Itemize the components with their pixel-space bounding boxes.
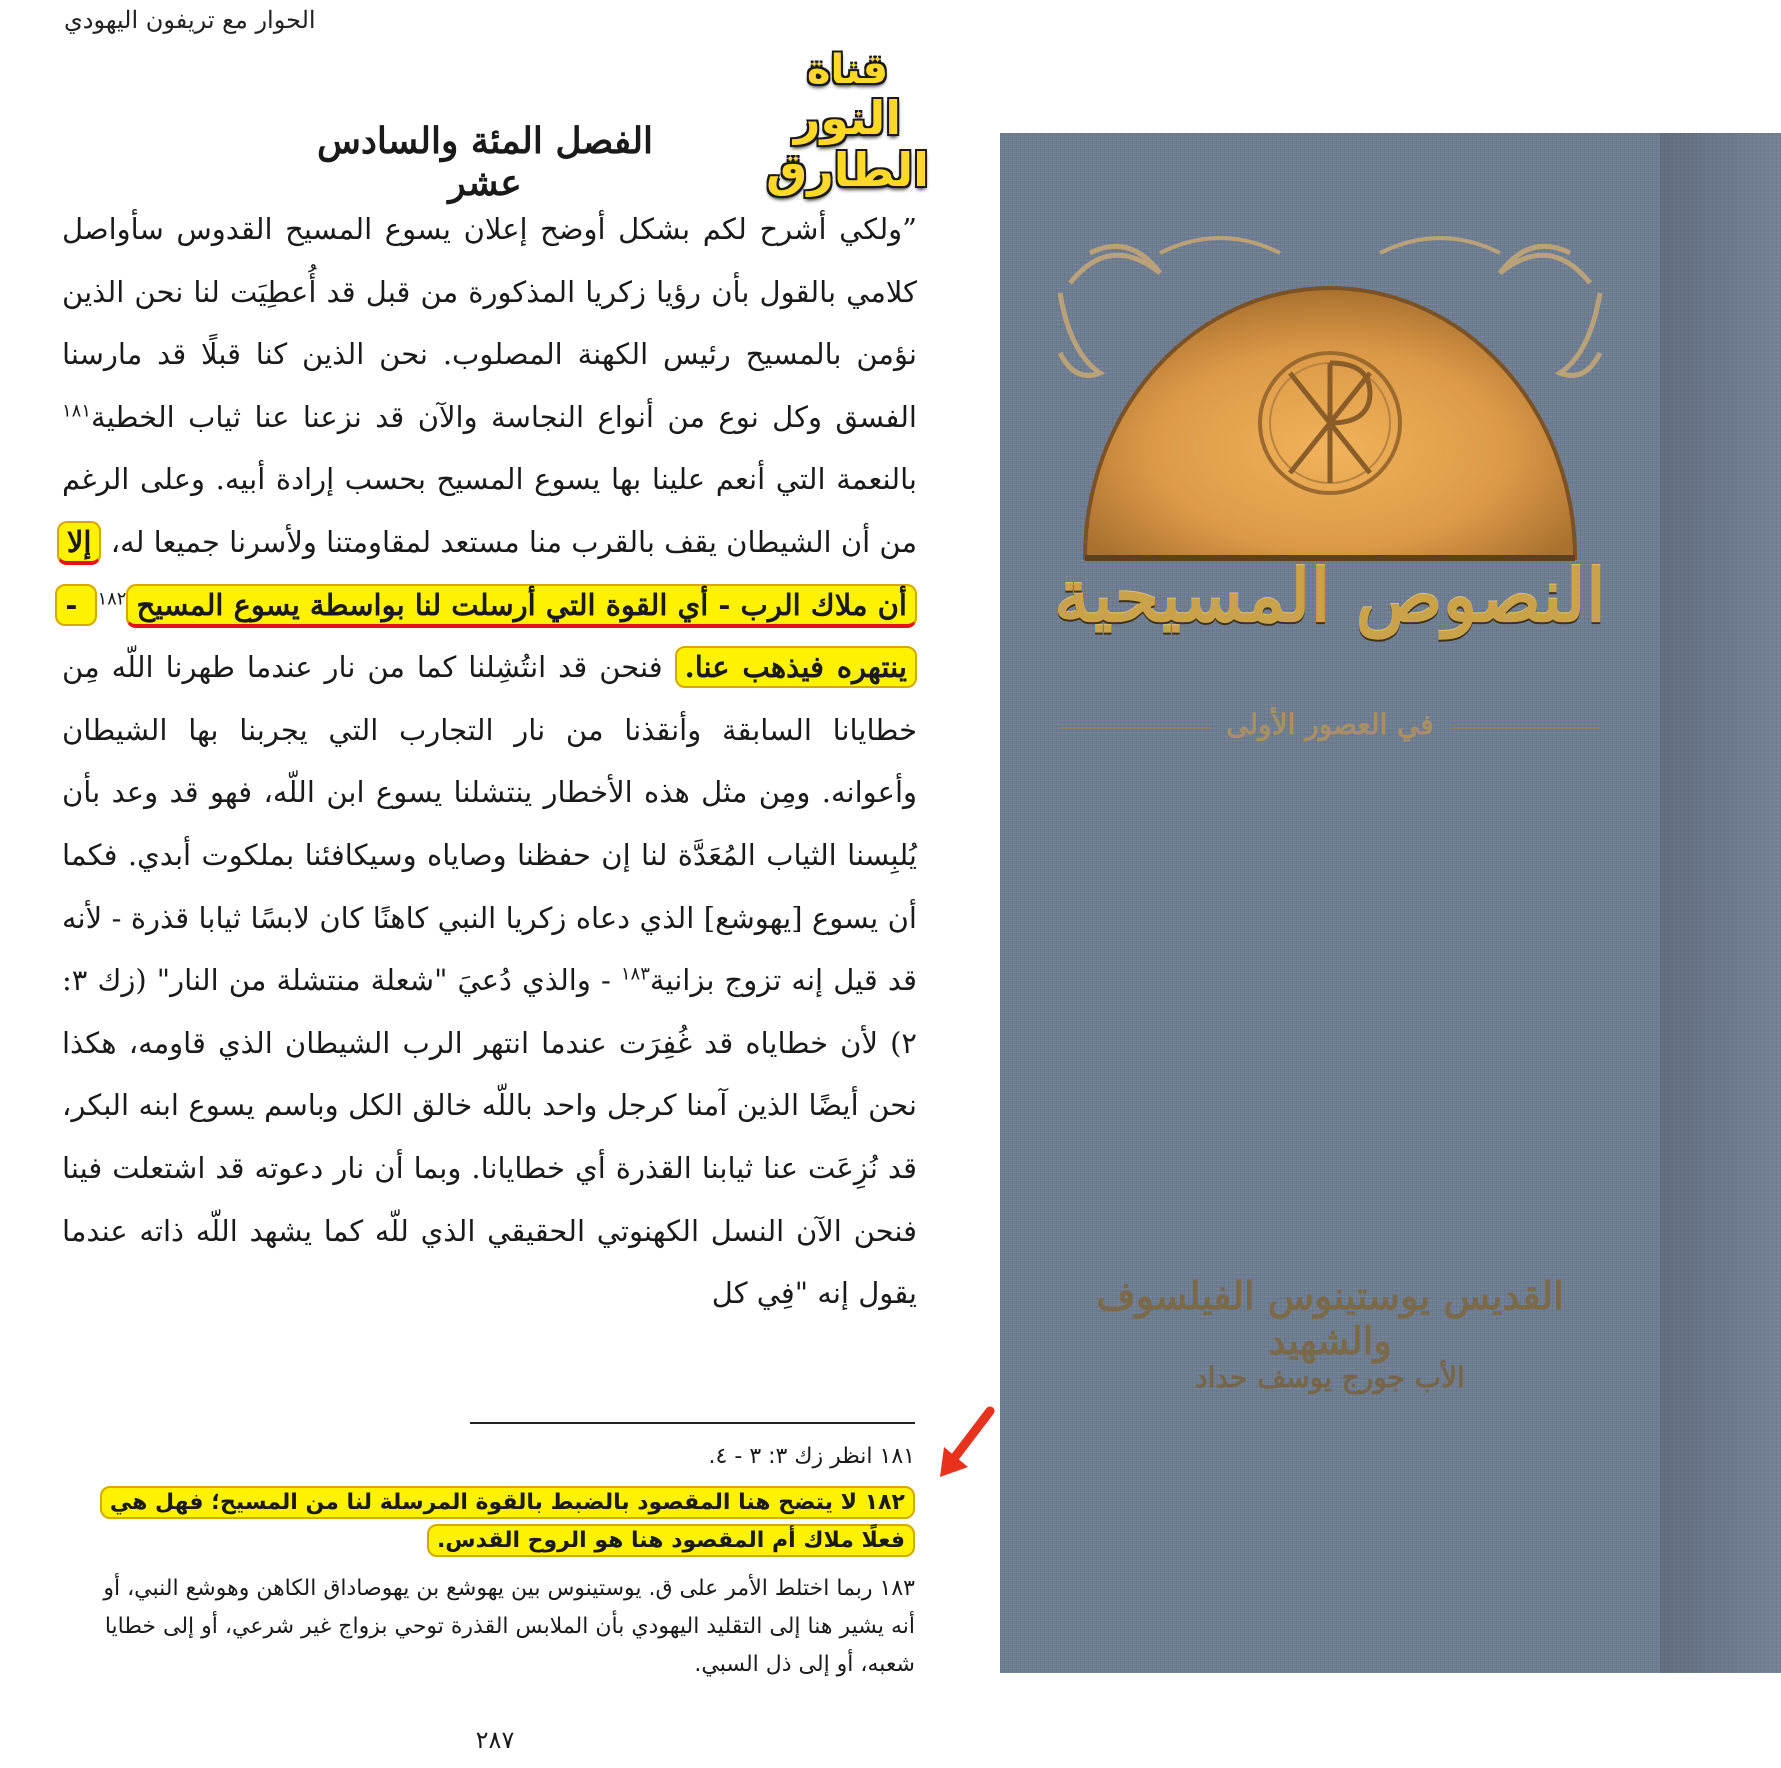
footnote-183: ١٨٣ ربما اختلط الأمر على ق. يوستينوس بين يهوشع بن يهوصاداق الكاهن وهوشع النبي، أو أنه يشير هنا إلى التقليد اليهودي بأن الملابس القذرة توحي بزواج غير شرعي، أو إلى خطايا شعبه، أو إلى ذل السبي. xyxy=(103,1576,915,1677)
body-paragraph-part-1: ”ولكي أشرح لكم بشكل أوضح إعلان يسوع المسيح القدوس سأواصل كلامي بالقول بأن رؤيا زكريا المذكورة من قبل قد أُعطِيَت لنا نحن الذين نؤمن بالمسيح رئيس الكهنة المصلوب. نحن الذين كنا قبلًا قد مارسنا الفسق وكل نوع من أنواع النجاسة والآن قد نزعنا عنا ثياب الخطية xyxy=(62,212,917,434)
highlighted-angel-passage: إلا أن ملاك الرب - أي القوة التي أرسلت لنا بواسطة يسوع المسيح xyxy=(57,521,917,628)
running-header: الحوار مع تريفون اليهودي xyxy=(64,6,316,34)
book-cover-image xyxy=(1000,133,1781,1673)
channel-watermark-logo xyxy=(740,48,955,196)
book-spine-edge xyxy=(1660,133,1781,1673)
body-paragraph-part-3: فنحن قد انتُشِلنا كما من نار عندما طهرنا اللّه مِن خطايانا السابقة وأنقذنا من نار التجارب التي يجربنا بها الشيطان وأعوانه. ومِن مثل هذه الأخطار ينتشلنا يسوع ابن اللّه، فهو قد وعد بأن يُلبِسنا الثياب المُعَدَّة لنا إن حفظنا وصاياه وسيكافئنا بملكوت أبدي. فكما أن يسوع [يهوشع] الذي دعاه زكريا النبي كاهنًا كان لابسًا ثيابا قذرة - لأنه قد قيل إنه تزوج بزانية xyxy=(62,650,917,998)
book-title: النصوص المسيحية xyxy=(1054,553,1606,638)
footnote-181: ١٨١ انظر زك ٣: ٣ - ٤. xyxy=(708,1444,915,1469)
chapter-title: الفصل المئة والسادس عشر xyxy=(316,120,654,204)
body-paragraph-part-2: بالنعمة التي أنعم علينا بها يسوع المسيح بحسب إرادة أبيه. وعلى الرغم من أن الشيطان يقف بالقرب منا مستعد لمقاومتنا ولأسرنا جميعا له، xyxy=(62,462,917,559)
footnote-ref-183: ١٨٣ xyxy=(620,963,650,985)
footnote-separator xyxy=(470,1422,915,1424)
highlighted-rebuke-passage: - ينتهره فيذهب عنا. xyxy=(55,584,917,689)
body-text xyxy=(62,198,917,1325)
dome-ornament-icon xyxy=(1040,213,1620,573)
footnote-ref-182: ١٨٢ xyxy=(97,587,127,609)
footnote-ref-181: ١٨١ xyxy=(62,400,92,422)
footnote-182-text: ١٨٢ لا يتضح هنا المقصود بالضبط بالقوة المرسلة لنا من المسيح؛ فهل هي فعلًا ملاك أم المقصود هنا هو الروح القدس. xyxy=(100,1486,915,1557)
red-arrow-icon xyxy=(938,1405,998,1480)
watermark-line-2: النور الطارق xyxy=(766,91,929,197)
watermark-line-1: قناة xyxy=(806,47,889,93)
footnote-182-highlighted xyxy=(80,1484,915,1560)
footnotes xyxy=(80,1438,915,1684)
book-subtitle: في العصور الأولى xyxy=(1226,708,1434,741)
book-author: القديس يوستينوس الفيلسوف والشهيد xyxy=(1096,1273,1564,1363)
book-translator: الأب جورج يوسف حداد xyxy=(1195,1361,1465,1394)
page-number: ٢٨٧ xyxy=(475,1726,515,1754)
body-paragraph-part-4: - والذي دُعيَ "شعلة منتشلة من النار" (زك ٣: ٢) لأن خطاياه قد غُفِرَت عندما انتهر الرب الشيطان الذي قاومه، هكذا نحن أيضًا الذين آمنا كرجل واحد باللّه خالق الكل وباسم يسوع ابنه البكر، قد نُزِعَت عنا ثيابنا القذرة أي خطايانا. وبما أن نار دعوته قد اشتعلت فينا فنحن الآن النسل الكهنوتي الحقيقي الذي للّه كما يشهد اللّه ذاته عندما يقول إنه "فِي كل xyxy=(62,963,917,1311)
